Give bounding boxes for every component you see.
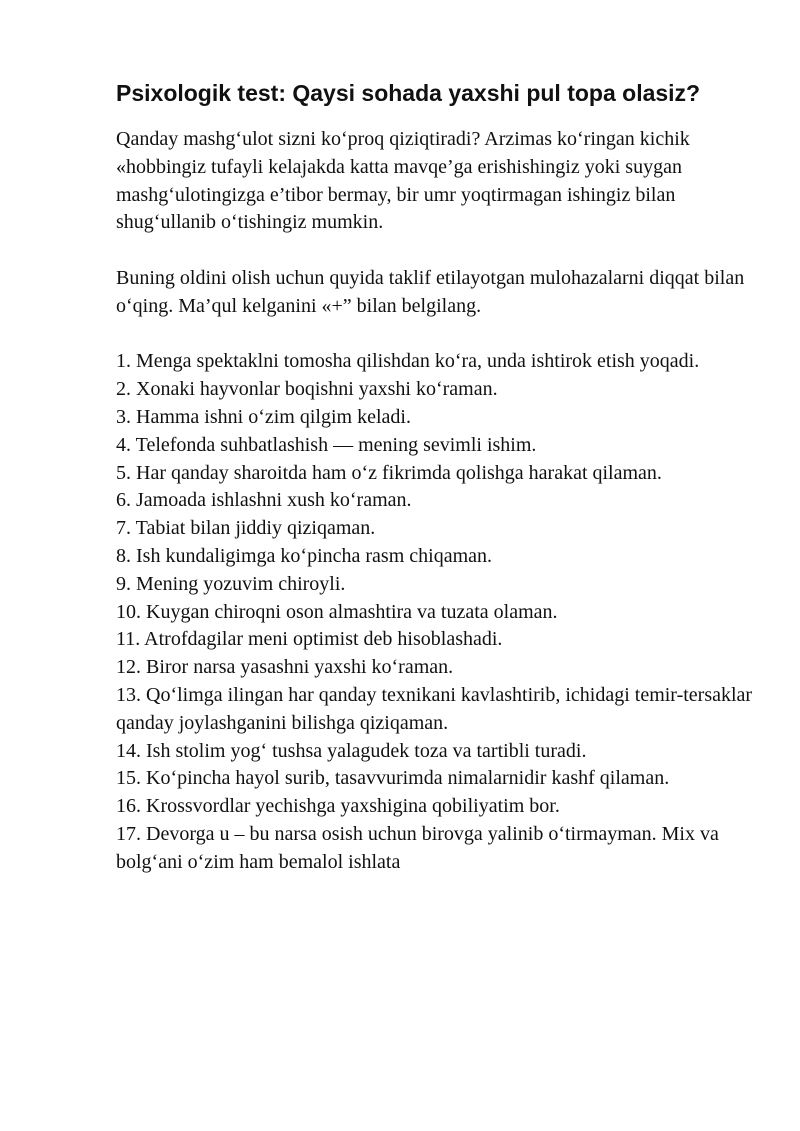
statement-item: 4. Telefonda suhbatlashish — mening sevimli ishim. <box>116 433 537 456</box>
statement-item: 1. Menga spektaklni tomosha qilishdan ko‘ra, unda ishtirok etish yoqadi. <box>116 350 700 373</box>
paragraph-spacer <box>116 237 756 265</box>
statement-item: 13. Qo‘limga ilingan har qanday texnikani kavlashtirib, ichidagi temir-tersaklar qanday joylashganini bilishga qiziqaman. <box>116 683 753 734</box>
statement-list <box>116 348 756 876</box>
statement-item: 14. Ish stolim yog‘ tushsa yalagudek toza va tartibli turadi. <box>116 739 587 762</box>
document-page <box>116 78 756 877</box>
statement-item: 3. Hamma ishni o‘zim qilgim keladi. <box>116 405 411 428</box>
statement-item: 2. Xonaki hayvonlar boqishni yaxshi ko‘raman. <box>116 378 498 401</box>
statement-item: 17. Devorga u – bu narsa osish uchun birovga yalinib o‘tirmayman. Mix va bolg‘ani o‘zim ham bemalol ishlata <box>116 822 719 873</box>
page-title: Psixologik test: Qaysi sohada yaxshi pul topa olasiz? <box>116 80 701 106</box>
statement-item: 5. Har qanday sharoitda ham o‘z fikrimda qolishga harakat qilaman. <box>116 461 662 484</box>
statement-item: 16. Krossvordlar yechishga yaxshigina qobiliyatim bor. <box>116 795 560 818</box>
paragraph-spacer <box>116 321 756 349</box>
statement-item: 9. Mening yozuvim chiroyli. <box>116 572 346 595</box>
statement-item: 7. Tabiat bilan jiddiy qiziqaman. <box>116 517 376 540</box>
statement-item: 8. Ish kundaligimga ko‘pincha rasm chiqaman. <box>116 544 493 567</box>
statement-item: 12. Biror narsa yasashni yaxshi ko‘raman. <box>116 656 454 679</box>
statement-item: 10. Kuygan chiroqni oson almashtira va tuzata olaman. <box>116 600 558 623</box>
intro-paragraph-2: Buning oldini olish uchun quyida taklif etilayotgan mulohazalarni diqqat bilan o‘qing. Ma’qul kelganini «+” bilan belgilang. <box>116 266 745 317</box>
statement-item: 11. Atrofdagilar meni optimist deb hisoblashadi. <box>116 628 503 651</box>
statement-item: 15. Ko‘pincha hayol surib, tasavvurimda nimalarnidir kashf qilaman. <box>116 767 670 790</box>
statement-item: 6. Jamoada ishlashni xush ko‘raman. <box>116 489 412 512</box>
intro-paragraph-1: Qanday mashg‘ulot sizni ko‘proq qiziqtiradi? Arzimas ko‘ringan kichik «hobbingiz tufayli kelajakda katta mavqe’ga erishishingiz yoki suygan mashg‘ulotingizga e’tibor bermay, bir umr yoqtirmagan ishingiz bilan shug‘ullanib o‘tishingiz mumkin. <box>116 128 690 234</box>
